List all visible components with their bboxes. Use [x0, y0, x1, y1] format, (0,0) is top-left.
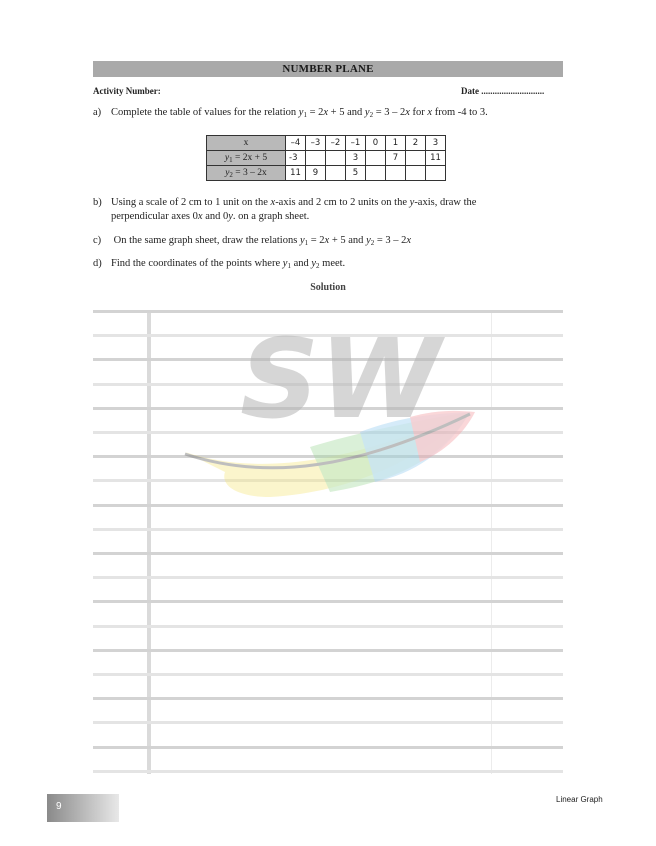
question-d-number: d)	[93, 258, 102, 269]
sheet-right-guide	[491, 310, 492, 774]
sheet-margin-line	[147, 312, 151, 774]
question-c-number: c)	[93, 235, 102, 246]
question-a	[93, 106, 488, 122]
table-cell: 11	[426, 151, 446, 166]
ruled-line	[93, 746, 563, 749]
question-c-text: On the same graph sheet, draw the relations $y_1 = 2x + 5$ and $y_2 = 3 - 2x$	[111, 235, 412, 247]
table-cell: 3	[346, 151, 366, 166]
sw-logo-watermark	[180, 322, 480, 522]
footer-section-title: Linear Graph	[556, 795, 603, 804]
table-cell: -3	[286, 151, 306, 166]
ruled-line	[93, 528, 563, 531]
table-cell: –1	[346, 136, 366, 151]
solution-heading: Solution	[310, 282, 346, 293]
question-d-text: Find the coordinates of the points where $y_1$ and $y_2$ meet.	[111, 258, 346, 270]
table-cell: 5	[346, 166, 366, 181]
table-cell	[306, 151, 326, 166]
table-cell	[406, 166, 426, 181]
date-label: Date ............................	[461, 86, 545, 96]
ruled-line	[93, 673, 563, 676]
page-number: 9	[56, 801, 62, 812]
page-number-box	[47, 794, 119, 822]
table-cell: 1	[386, 136, 406, 151]
question-b	[93, 196, 476, 224]
ruled-line	[93, 552, 563, 555]
table-cell	[326, 151, 346, 166]
table-cell: 3	[426, 136, 446, 151]
table-cell	[326, 166, 346, 181]
table-cell	[386, 166, 406, 181]
table-row	[207, 136, 446, 151]
table-row	[207, 166, 446, 181]
table-header-y1: $y_1 = 2x + 5$	[207, 151, 286, 166]
activity-number-label: Activity Number:	[93, 86, 161, 96]
table-cell	[366, 151, 386, 166]
table-cell: 7	[386, 151, 406, 166]
table-cell	[406, 151, 426, 166]
question-c	[93, 234, 411, 250]
ruled-line	[93, 310, 563, 313]
watermark-text: SW	[240, 322, 441, 443]
ruled-line	[93, 770, 563, 773]
table-cell	[366, 166, 386, 181]
ruled-line	[93, 697, 563, 700]
question-b-text: Using a scale of 2 cm to 1 unit on the x-axis and 2 cm to 2 units on the y-axis, draw the	[111, 197, 477, 208]
table-header-x: x	[207, 136, 286, 151]
table-cell: 11	[286, 166, 306, 181]
question-a-number: a)	[93, 107, 102, 118]
table-cell: –3	[306, 136, 326, 151]
ruled-line	[93, 625, 563, 628]
question-d	[93, 257, 345, 273]
table-header-y2: $y_2 = 3 - 2x$	[207, 166, 286, 181]
ruled-line	[93, 600, 563, 603]
question-b-text-cont: perpendicular axes 0x and 0y. on a graph sheet.	[111, 211, 310, 222]
table-row	[207, 151, 446, 166]
page-title: NUMBER PLANE	[93, 61, 563, 77]
table-cell: 2	[406, 136, 426, 151]
values-table	[206, 135, 446, 181]
table-cell: –4	[286, 136, 306, 151]
table-cell: 0	[366, 136, 386, 151]
ruled-line	[93, 721, 563, 724]
ruled-line	[93, 649, 563, 652]
ruled-line	[93, 576, 563, 579]
table-cell	[426, 166, 446, 181]
question-b-number: b)	[93, 197, 102, 208]
table-cell: 9	[306, 166, 326, 181]
question-a-text: Complete the table of values for the relation $y_1 = 2x + 5$ and $y_2 = 3 - 2x$ for x from -4 to 3.	[111, 107, 488, 119]
table-cell: –2	[326, 136, 346, 151]
